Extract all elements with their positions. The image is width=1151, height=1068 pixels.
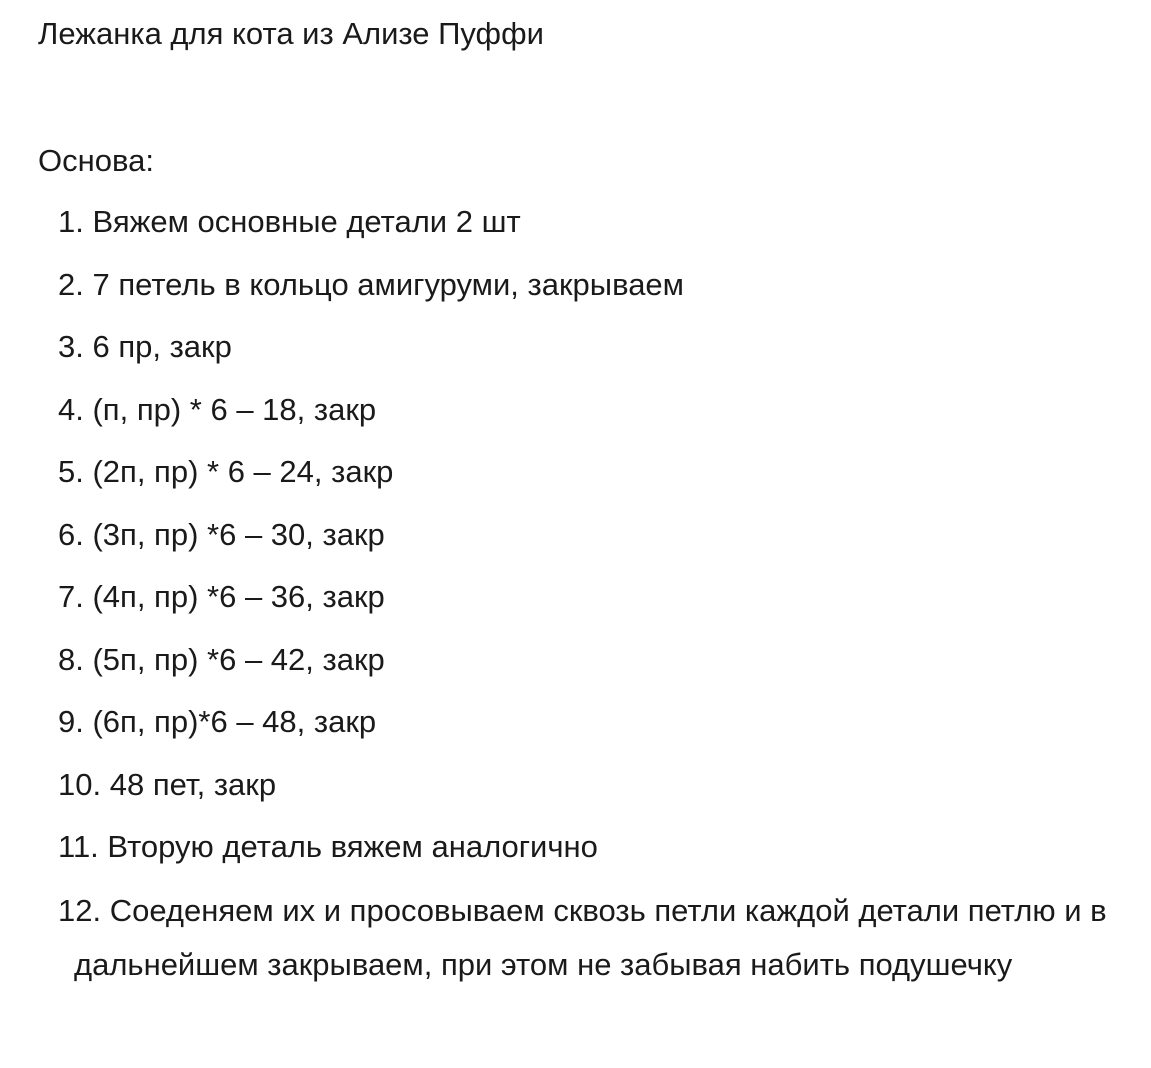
step-text: Вяжем основные детали 2 шт [92, 204, 521, 239]
step-text: Вторую деталь вяжем аналогично [107, 829, 598, 864]
step-number: 10. [58, 767, 102, 802]
step-item [58, 827, 598, 867]
document-title: Лежанка для кота из Ализе Пуффи [38, 16, 544, 51]
step-item [58, 515, 385, 555]
step-number: 7. [58, 579, 84, 614]
step-text: Соеденяем их и просовываем сквозь петли каждой детали петлю и в дальнейшем закрываем, при этом не забывая набить подушечку [74, 893, 1107, 982]
step-text-block [58, 884, 1118, 992]
step-item [58, 390, 376, 430]
step-text: (6п, пр)*6 – 48, закр [92, 704, 377, 739]
step-text: 7 петель в кольцо амигуруми, закрываем [92, 267, 684, 302]
step-text: 48 пет, закр [109, 767, 277, 802]
step-item [58, 327, 232, 367]
step-item [58, 202, 521, 242]
step-number: 9. [58, 704, 84, 739]
step-item [58, 765, 276, 805]
step-text: (5п, пр) *6 – 42, закр [92, 642, 385, 677]
section-heading: Основа: [38, 143, 154, 178]
step-text: (4п, пр) *6 – 36, закр [92, 579, 385, 614]
step-item [58, 884, 1118, 992]
step-number: 4. [58, 392, 84, 427]
step-number: 3. [58, 329, 84, 364]
step-text: 6 пр, закр [92, 329, 232, 364]
step-item [58, 452, 393, 492]
step-text: (п, пр) * 6 – 18, закр [92, 392, 377, 427]
step-item [58, 577, 385, 617]
step-number: 8. [58, 642, 84, 677]
step-number: 5. [58, 454, 84, 489]
step-text: (3п, пр) *6 – 30, закр [92, 517, 385, 552]
step-number: 1. [58, 204, 84, 239]
step-item [58, 265, 684, 305]
step-number: 11. [58, 829, 99, 864]
step-number: 12. [58, 893, 102, 928]
step-number: 6. [58, 517, 84, 552]
step-number: 2. [58, 267, 84, 302]
step-item [58, 640, 385, 680]
step-item [58, 702, 376, 742]
step-text: (2п, пр) * 6 – 24, закр [92, 454, 394, 489]
